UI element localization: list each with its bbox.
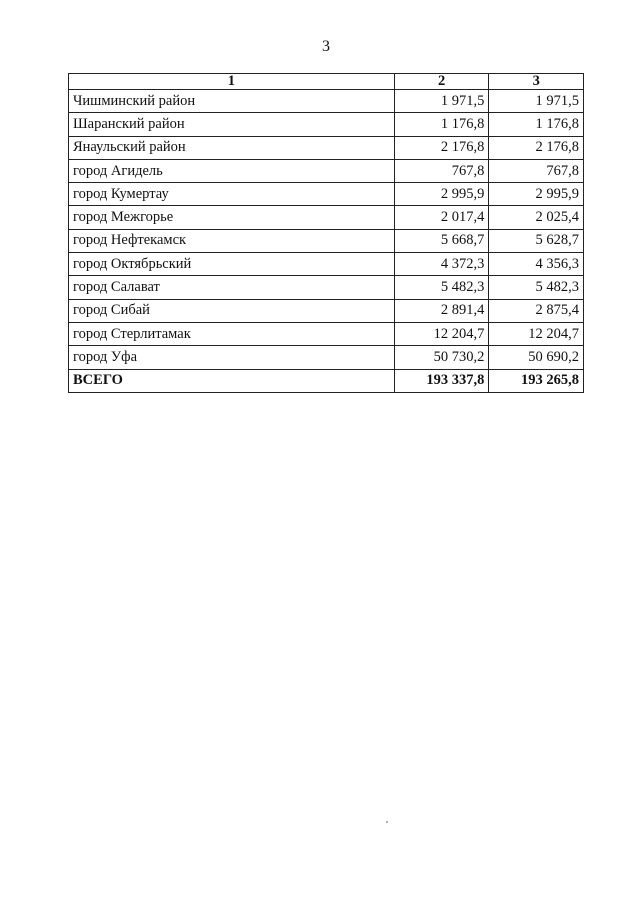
column-header-1: 1	[69, 74, 395, 90]
column-header-3: 3	[489, 74, 584, 90]
row-value-col3: 2 875,4	[489, 299, 584, 322]
total-value-col3: 193 265,8	[489, 369, 584, 392]
page-number: 3	[322, 38, 330, 55]
row-value-col3: 12 204,7	[489, 322, 584, 345]
total-row	[69, 369, 584, 392]
data-table	[68, 73, 584, 393]
table-row	[69, 299, 584, 322]
row-value-col3: 1 176,8	[489, 113, 584, 136]
row-name: город Кумертау	[69, 183, 395, 206]
row-name: Чишминский район	[69, 90, 395, 113]
row-name: город Агидель	[69, 159, 395, 182]
row-value-col2: 5 482,3	[394, 276, 489, 299]
row-value-col3: 5 482,3	[489, 276, 584, 299]
row-name: город Уфа	[69, 346, 395, 369]
row-name: город Стерлитамак	[69, 322, 395, 345]
table-row	[69, 229, 584, 252]
row-value-col3: 2 995,9	[489, 183, 584, 206]
table-row	[69, 276, 584, 299]
row-value-col2: 5 668,7	[394, 229, 489, 252]
total-label: ВСЕГО	[69, 369, 395, 392]
table-row	[69, 322, 584, 345]
row-name: город Салават	[69, 276, 395, 299]
row-value-col3: 1 971,5	[489, 90, 584, 113]
row-value-col2: 2 995,9	[394, 183, 489, 206]
row-value-col3: 767,8	[489, 159, 584, 182]
table-row	[69, 253, 584, 276]
row-name: город Межгорье	[69, 206, 395, 229]
row-value-col2: 2 176,8	[394, 136, 489, 159]
row-value-col3: 2 025,4	[489, 206, 584, 229]
row-value-col3: 2 176,8	[489, 136, 584, 159]
row-value-col2: 1 176,8	[394, 113, 489, 136]
row-value-col2: 12 204,7	[394, 322, 489, 345]
total-value-col2: 193 337,8	[394, 369, 489, 392]
row-value-col2: 2 017,4	[394, 206, 489, 229]
row-name: Янаульский район	[69, 136, 395, 159]
row-value-col3: 5 628,7	[489, 229, 584, 252]
row-value-col3: 50 690,2	[489, 346, 584, 369]
row-value-col2: 2 891,4	[394, 299, 489, 322]
row-value-col2: 4 372,3	[394, 253, 489, 276]
row-name: город Сибай	[69, 299, 395, 322]
table-row	[69, 113, 584, 136]
table-row	[69, 183, 584, 206]
table-row	[69, 346, 584, 369]
row-name: город Нефтекамск	[69, 229, 395, 252]
header-row	[69, 74, 584, 90]
row-value-col2: 767,8	[394, 159, 489, 182]
row-name: Шаранский район	[69, 113, 395, 136]
table-row	[69, 136, 584, 159]
row-value-col3: 4 356,3	[489, 253, 584, 276]
row-value-col2: 1 971,5	[394, 90, 489, 113]
column-header-2: 2	[394, 74, 489, 90]
table-row	[69, 159, 584, 182]
table-row	[69, 90, 584, 113]
scan-speck	[386, 821, 388, 823]
table-row	[69, 206, 584, 229]
row-name: город Октябрьский	[69, 253, 395, 276]
row-value-col2: 50 730,2	[394, 346, 489, 369]
